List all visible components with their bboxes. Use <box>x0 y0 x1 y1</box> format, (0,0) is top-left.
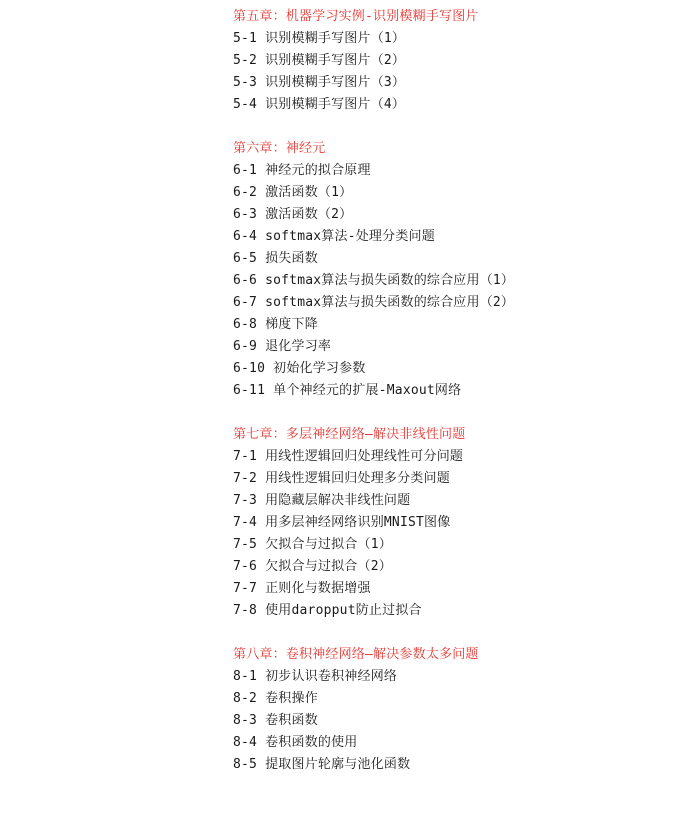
chapter-title: 第七章：多层神经网络—解决非线性问题 <box>233 427 466 442</box>
lesson-item: 7-6 欠拟合与过拟合（2） <box>233 559 392 574</box>
lesson-item: 6-6 softmax算法与损失函数的综合应用（1） <box>233 273 515 288</box>
lesson-item: 7-1 用线性逻辑回归处理线性可分问题 <box>233 449 464 464</box>
lesson-item: 6-8 梯度下降 <box>233 317 318 332</box>
lesson-item: 6-7 softmax算法与损失函数的综合应用（2） <box>233 295 515 310</box>
lesson-item: 5-3 识别模糊手写图片（3） <box>233 75 406 90</box>
lesson-item: 7-8 使用daropput防止过拟合 <box>233 603 422 618</box>
lesson-item: 6-3 激活函数（2） <box>233 207 353 222</box>
chapter-8 <box>233 644 673 776</box>
lesson-item: 7-7 正则化与数据增强 <box>233 581 371 596</box>
lesson-item: 8-2 卷积操作 <box>233 691 318 706</box>
lesson-item: 8-5 提取图片轮廓与池化函数 <box>233 757 411 772</box>
lesson-item: 7-5 欠拟合与过拟合（1） <box>233 537 392 552</box>
chapter-title: 第六章：神经元 <box>233 141 326 156</box>
lesson-item: 7-2 用线性逻辑回归处理多分类问题 <box>233 471 450 486</box>
chapter-6 <box>233 138 673 402</box>
lesson-item: 7-3 用隐藏层解决非线性问题 <box>233 493 411 508</box>
lesson-item: 8-4 卷积函数的使用 <box>233 735 358 750</box>
chapter-title: 第五章：机器学习实例-识别模糊手写图片 <box>233 9 479 24</box>
lesson-item: 6-9 退化学习率 <box>233 339 332 354</box>
lesson-item: 6-10 初始化学习参数 <box>233 361 366 376</box>
lesson-item: 7-4 用多层神经网络识别MNIST图像 <box>233 515 451 530</box>
lesson-item: 6-1 神经元的拟合原理 <box>233 163 371 178</box>
lesson-item: 6-2 激活函数（1） <box>233 185 353 200</box>
lesson-item: 6-4 softmax算法-处理分类问题 <box>233 229 435 244</box>
lesson-item: 6-5 损失函数 <box>233 251 318 266</box>
lesson-item: 5-2 识别模糊手写图片（2） <box>233 53 406 68</box>
lesson-item: 8-1 初步认识卷积神经网络 <box>233 669 398 684</box>
chapter-title: 第八章：卷积神经网络—解决参数太多问题 <box>233 647 479 662</box>
lesson-item: 5-1 识别模糊手写图片（1） <box>233 31 406 46</box>
lesson-item: 6-11 单个神经元的扩展-Maxout网络 <box>233 383 462 398</box>
table-of-contents <box>233 6 673 798</box>
chapter-7 <box>233 424 673 622</box>
lesson-item: 8-3 卷积函数 <box>233 713 318 728</box>
chapter-5 <box>233 6 673 116</box>
lesson-item: 5-4 识别模糊手写图片（4） <box>233 97 406 112</box>
